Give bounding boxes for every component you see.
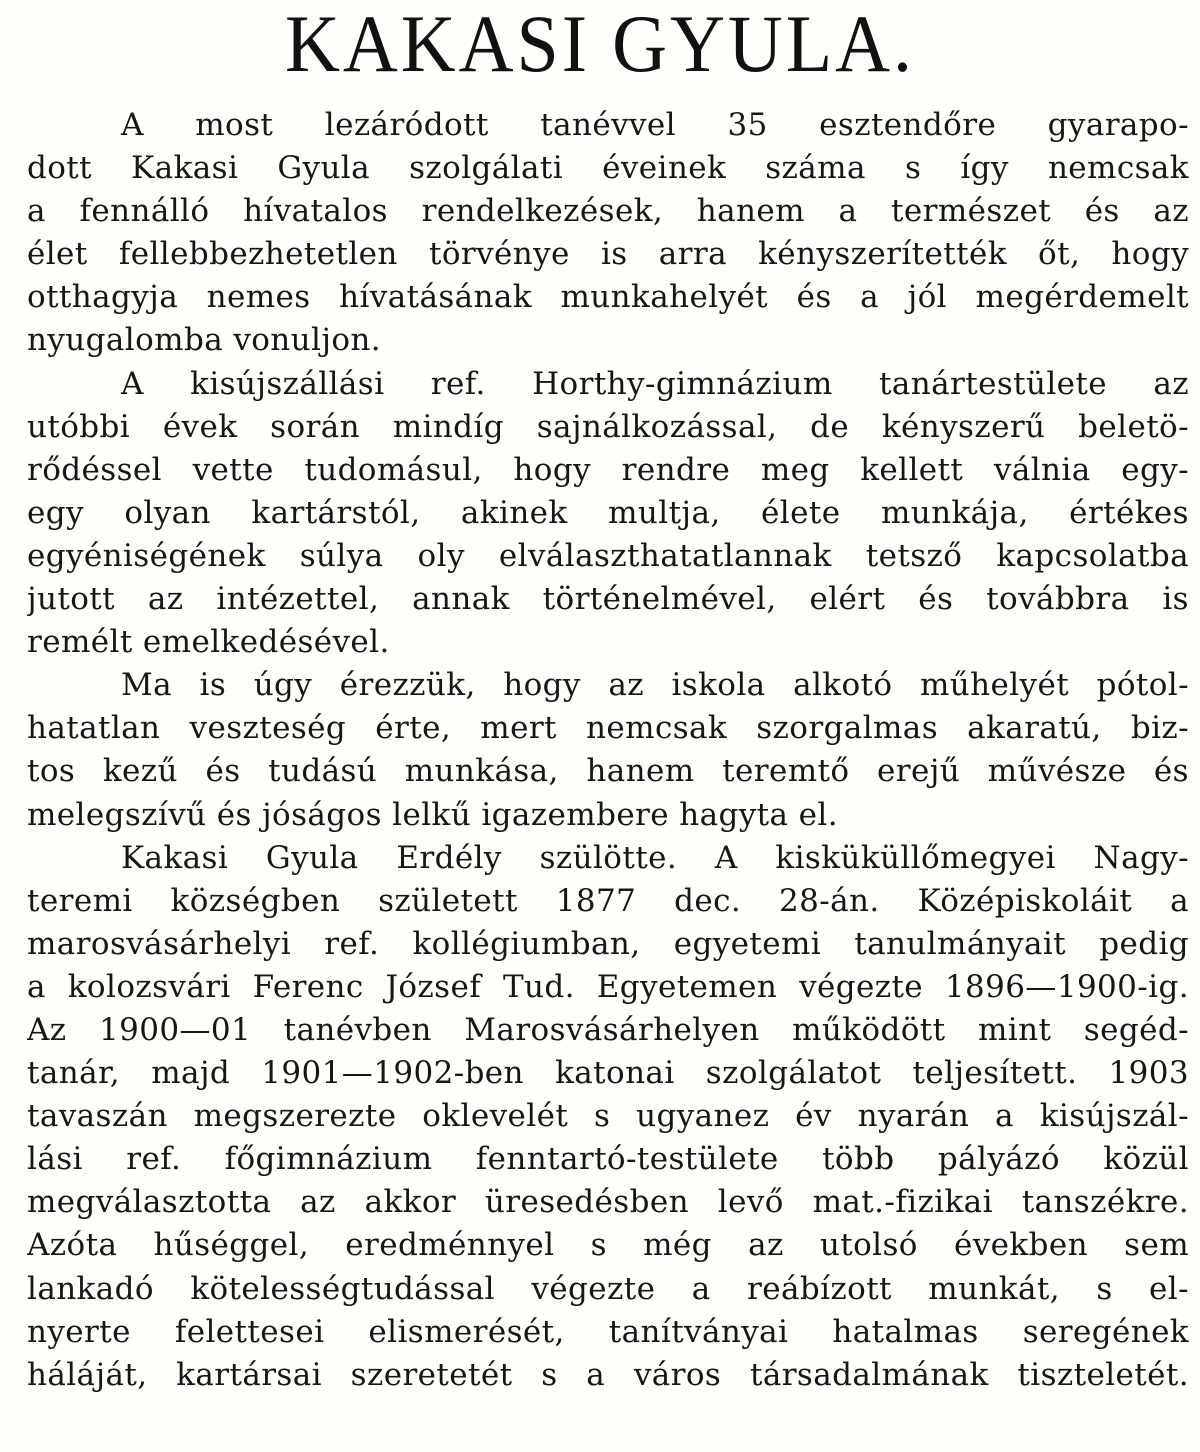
text-line: tavaszán megszerezte oklevelét s ugyanez év nyarán a kisújszál-	[27, 1098, 1189, 1135]
text-line: marosvásárhelyi ref. kollégiumban, egyetemi tanulmányait pedig	[27, 925, 1189, 962]
text-line: egyéniségének súlya oly elválaszthatatlannak tetsző kapcsolatba	[27, 537, 1189, 574]
text-line: otthagyja nemes hívatásának munkahelyét és a jól megérdemelt	[27, 279, 1189, 316]
text-line: tos kezű és tudású munkása, hanem teremtő erejű művésze és	[27, 753, 1189, 790]
text-line: hatatlan veszteség érte, mert nemcsak szorgalmas akaratú, biz-	[27, 710, 1189, 747]
text-line: utóbbi évek során mindíg sajnálkozással, de kényszerű beletö-	[27, 408, 1189, 445]
text-line: Ma is úgy érezzük, hogy az iskola alkotó műhelyét pótol-	[121, 667, 1189, 704]
text-line: remélt emelkedésével.	[27, 624, 390, 661]
text-line: rődéssel vette tudomásul, hogy rendre meg kellett válnia egy-	[27, 451, 1189, 488]
text-line: egy olyan kartárstól, akinek multja, élete munkája, értékes	[27, 494, 1189, 531]
text-line: nyerte felettesei elismerését, tanítványai hatalmas seregének	[27, 1313, 1189, 1350]
text-line: lási ref. főgimnázium fenntartó-testülete több pályázó közül	[27, 1141, 1189, 1178]
text-line: a fennálló hívatalos rendelkezések, hanem a természet és az	[27, 193, 1189, 230]
text-line: Azóta hűséggel, eredménnyel s még az utolsó években sem	[27, 1227, 1189, 1264]
text-line: tanár, majd 1901—1902-ben katonai szolgálatot teljesített. 1903	[27, 1055, 1189, 1092]
text-line: nyugalomba vonuljon.	[27, 322, 382, 359]
text-line: A kisújszállási ref. Horthy-gimnázium tanártestülete az	[121, 365, 1189, 402]
text-line: megválasztotta az akkor üresedésben levő mat.-fizikai tanszékre.	[27, 1184, 1189, 1221]
text-line: háláját, kartársai szeretetét s a város társadalmának tiszteletét.	[27, 1356, 1189, 1393]
text-line: Az 1900—01 tanévben Marosvásárhelyen működött mint segéd-	[27, 1011, 1189, 1048]
text-line: a kolozsvári Ferenc József Tud. Egyetemen végezte 1896—1900-ig.	[27, 968, 1189, 1005]
text-line: jutott az intézettel, annak történelmével, elért és továbbra is	[27, 581, 1189, 618]
text-line: Kakasi Gyula Erdély szülötte. A kisküküllőmegyei Nagy-	[121, 839, 1189, 876]
text-line: dott Kakasi Gyula szolgálati éveinek száma s így nemcsak	[27, 150, 1189, 187]
text-line: A most lezáródott tanévvel 35 esztendőre gyarapo-	[121, 107, 1189, 143]
text-line: lankadó kötelességtudással végezte a reábízott munkát, s el-	[27, 1270, 1189, 1307]
article-body	[27, 104, 1189, 1397]
text-line: élet fellebbezhetetlen törvénye is arra kényszerítették őt, hogy	[27, 236, 1189, 273]
document-title: KAKASI GYULA.	[284, 0, 916, 90]
text-line: melegszívű és jóságos lelkű igazembere hagyta el.	[27, 796, 838, 833]
text-line: teremi községben született 1877 dec. 28-án. Középiskoláit a	[27, 882, 1189, 919]
